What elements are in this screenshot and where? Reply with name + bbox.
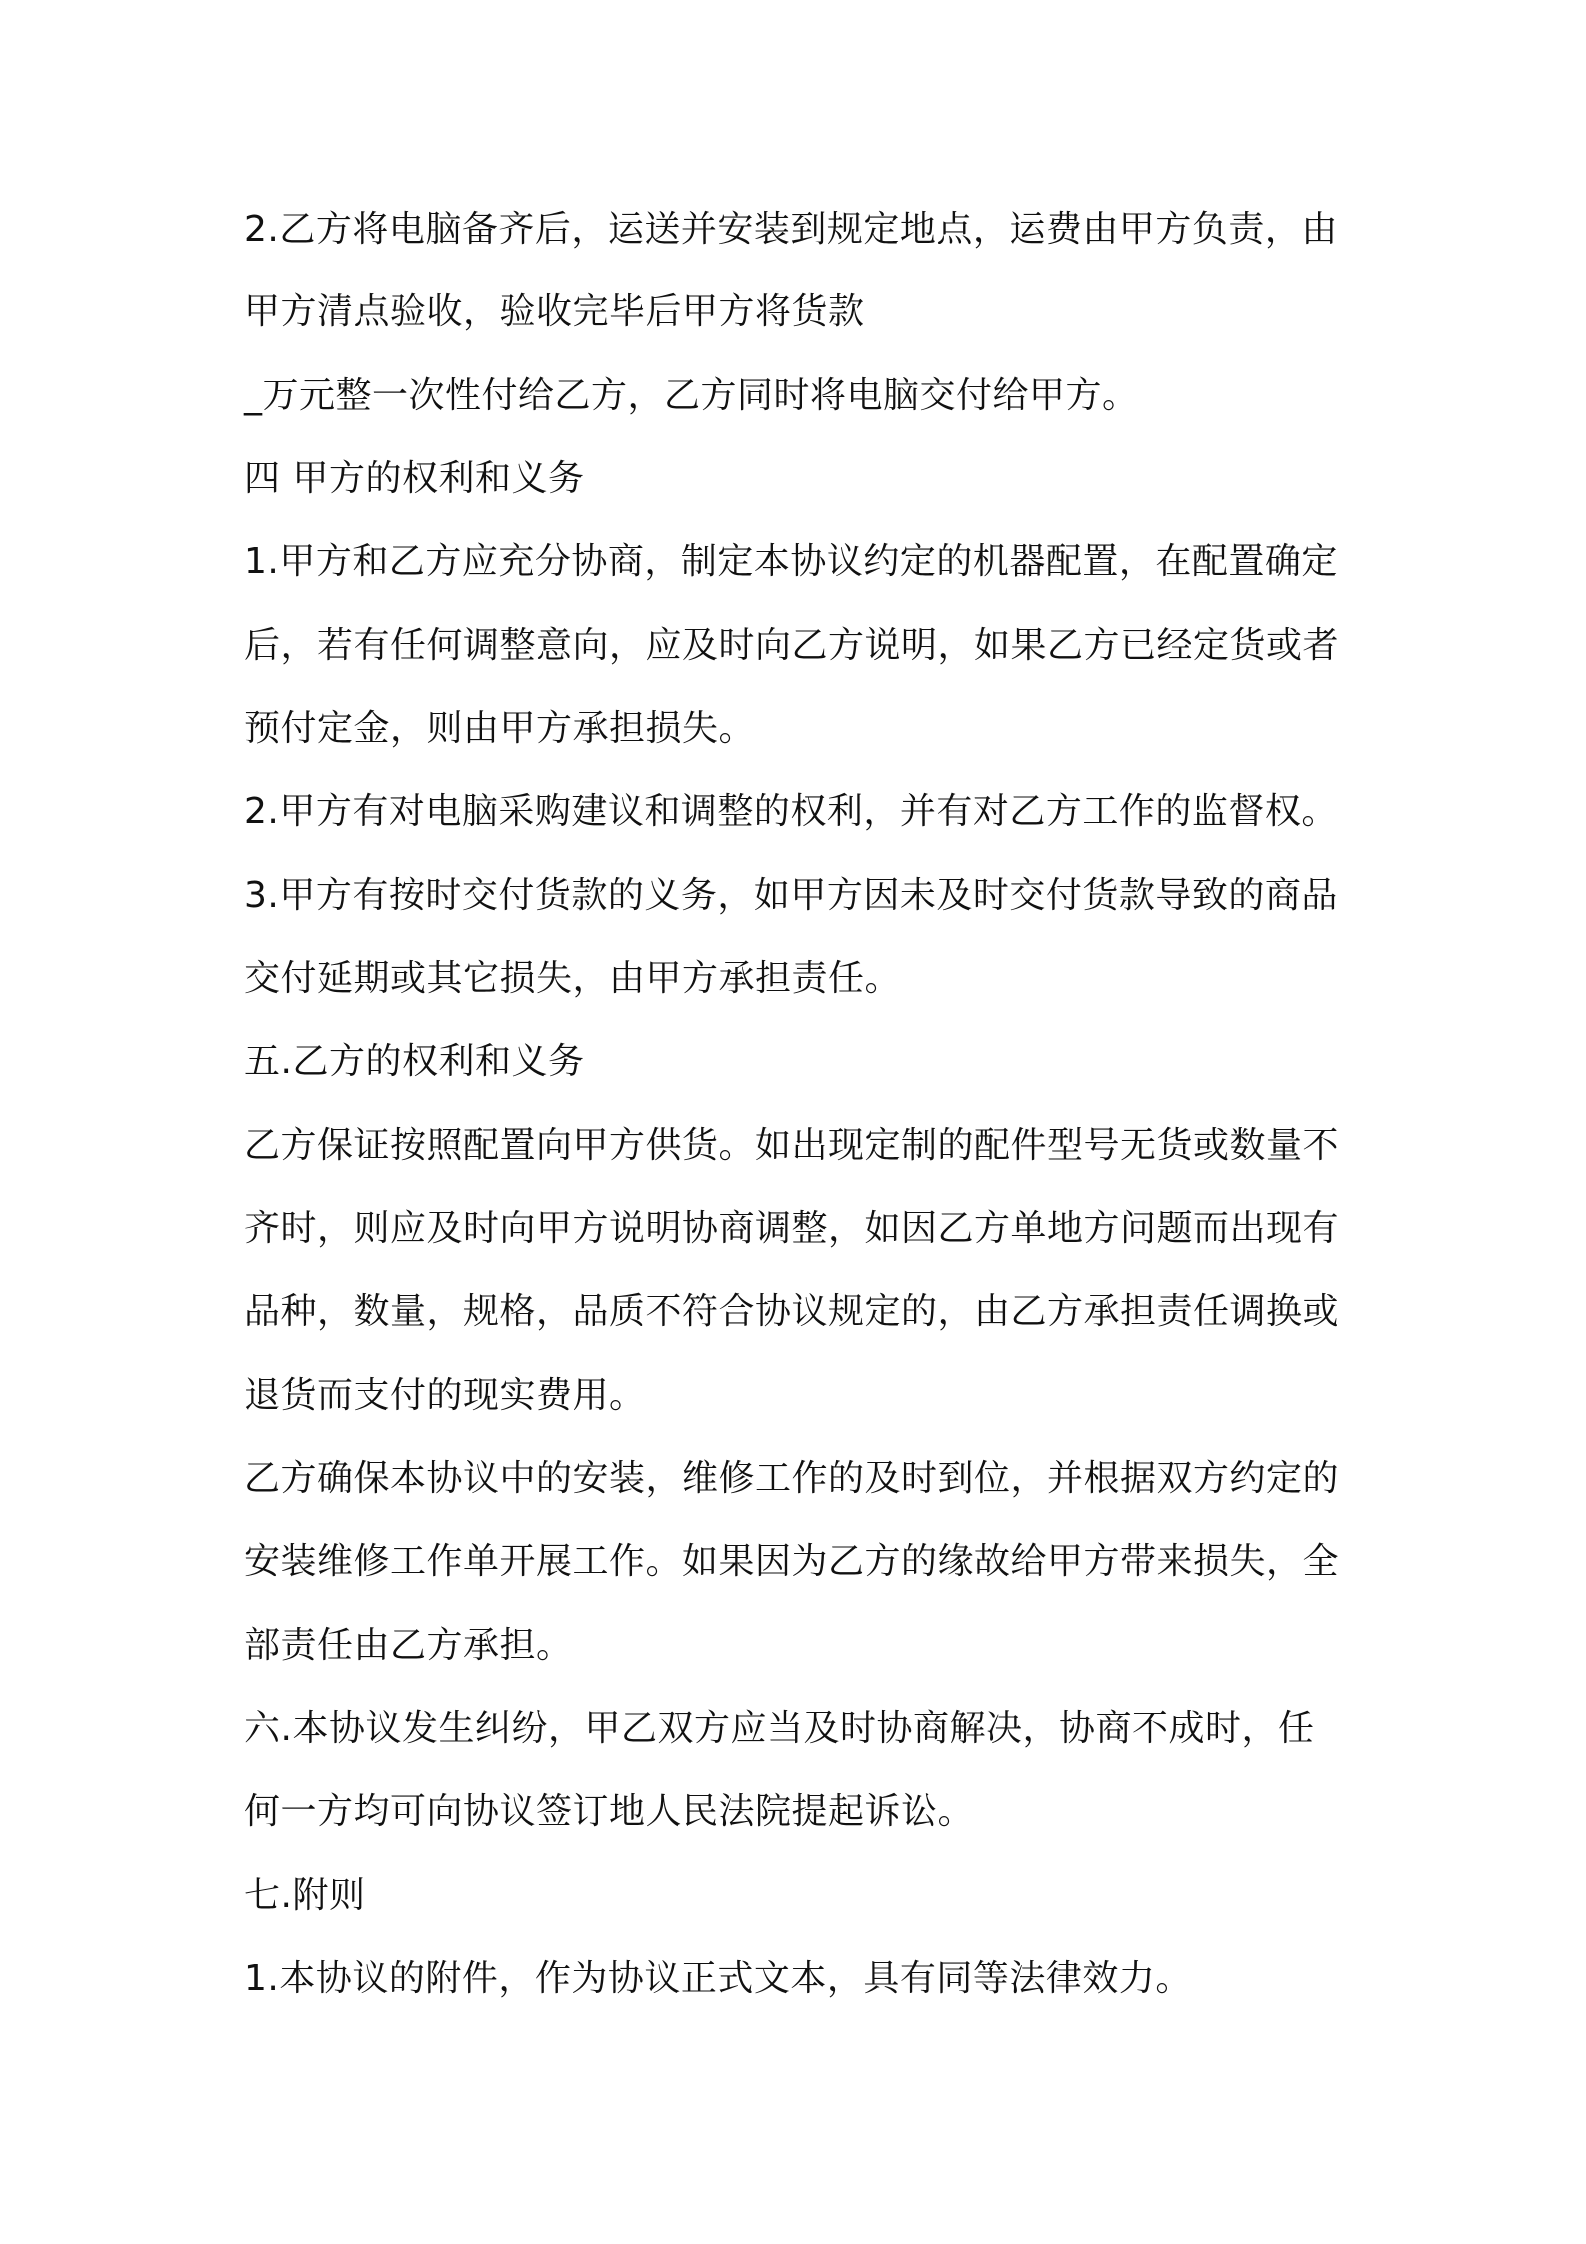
- section-4-heading: 四 甲方的权利和义务: [244, 458, 585, 499]
- clause-2-delivery-line-3: _万元整一次性付给乙方，乙方同时将电脑交付给甲方。: [244, 375, 1139, 416]
- section-5-para-2-line-3: 部责任由乙方承担。: [244, 1625, 573, 1666]
- section-7-heading: 七.附则: [244, 1875, 366, 1916]
- section-4-item-1-line-3: 预付定金，则由甲方承担损失。: [244, 708, 756, 749]
- section-5-para-2-line-2: 安装维修工作单开展工作。如果因为乙方的缘故给甲方带来损失，全: [244, 1541, 1340, 1582]
- section-5-para-1-line-3: 品种，数量，规格，品质不符合协议规定的，由乙方承担责任调换或: [244, 1291, 1340, 1332]
- section-6-line-2: 何一方均可向协议签订地人民法院提起诉讼。: [244, 1791, 975, 1832]
- clause-2-delivery-line-1: 2.乙方将电脑备齐后，运送并安装到规定地点，运费由甲方负责，由: [244, 209, 1338, 250]
- section-4-item-1-line-1: 1.甲方和乙方应充分协商，制定本协议约定的机器配置，在配置确定: [244, 541, 1338, 582]
- section-4-item-3-line-1: 3.甲方有按时交付货款的义务，如甲方因未及时交付货款导致的商品: [244, 875, 1338, 916]
- section-5-heading: 五.乙方的权利和义务: [244, 1041, 585, 1082]
- section-5-para-1-line-4: 退货而支付的现实费用。: [244, 1375, 646, 1416]
- section-4-item-3-line-2: 交付延期或其它损失，由甲方承担责任。: [244, 958, 902, 999]
- section-4-item-2: 2.甲方有对电脑采购建议和调整的权利，并有对乙方工作的监督权。: [244, 791, 1338, 832]
- section-5-para-1-line-2: 齐时，则应及时向甲方说明协商调整，如因乙方单地方问题而出现有: [244, 1208, 1340, 1249]
- clause-2-delivery-line-2: 甲方清点验收，验收完毕后甲方将货款: [244, 291, 865, 332]
- section-5-para-2-line-1: 乙方确保本协议中的安装，维修工作的及时到位，并根据双方约定的: [244, 1458, 1340, 1499]
- section-4-item-1-line-2: 后，若有任何调整意向，应及时向乙方说明，如果乙方已经定货或者: [244, 625, 1340, 666]
- section-5-para-1-line-1: 乙方保证按照配置向甲方供货。如出现定制的配件型号无货或数量不: [244, 1125, 1340, 1166]
- section-6-line-1: 六.本协议发生纠纷，甲乙双方应当及时协商解决，协商不成时，任: [244, 1708, 1315, 1749]
- section-7-item-1: 1.本协议的附件，作为协议正式文本，具有同等法律效力。: [244, 1958, 1192, 1999]
